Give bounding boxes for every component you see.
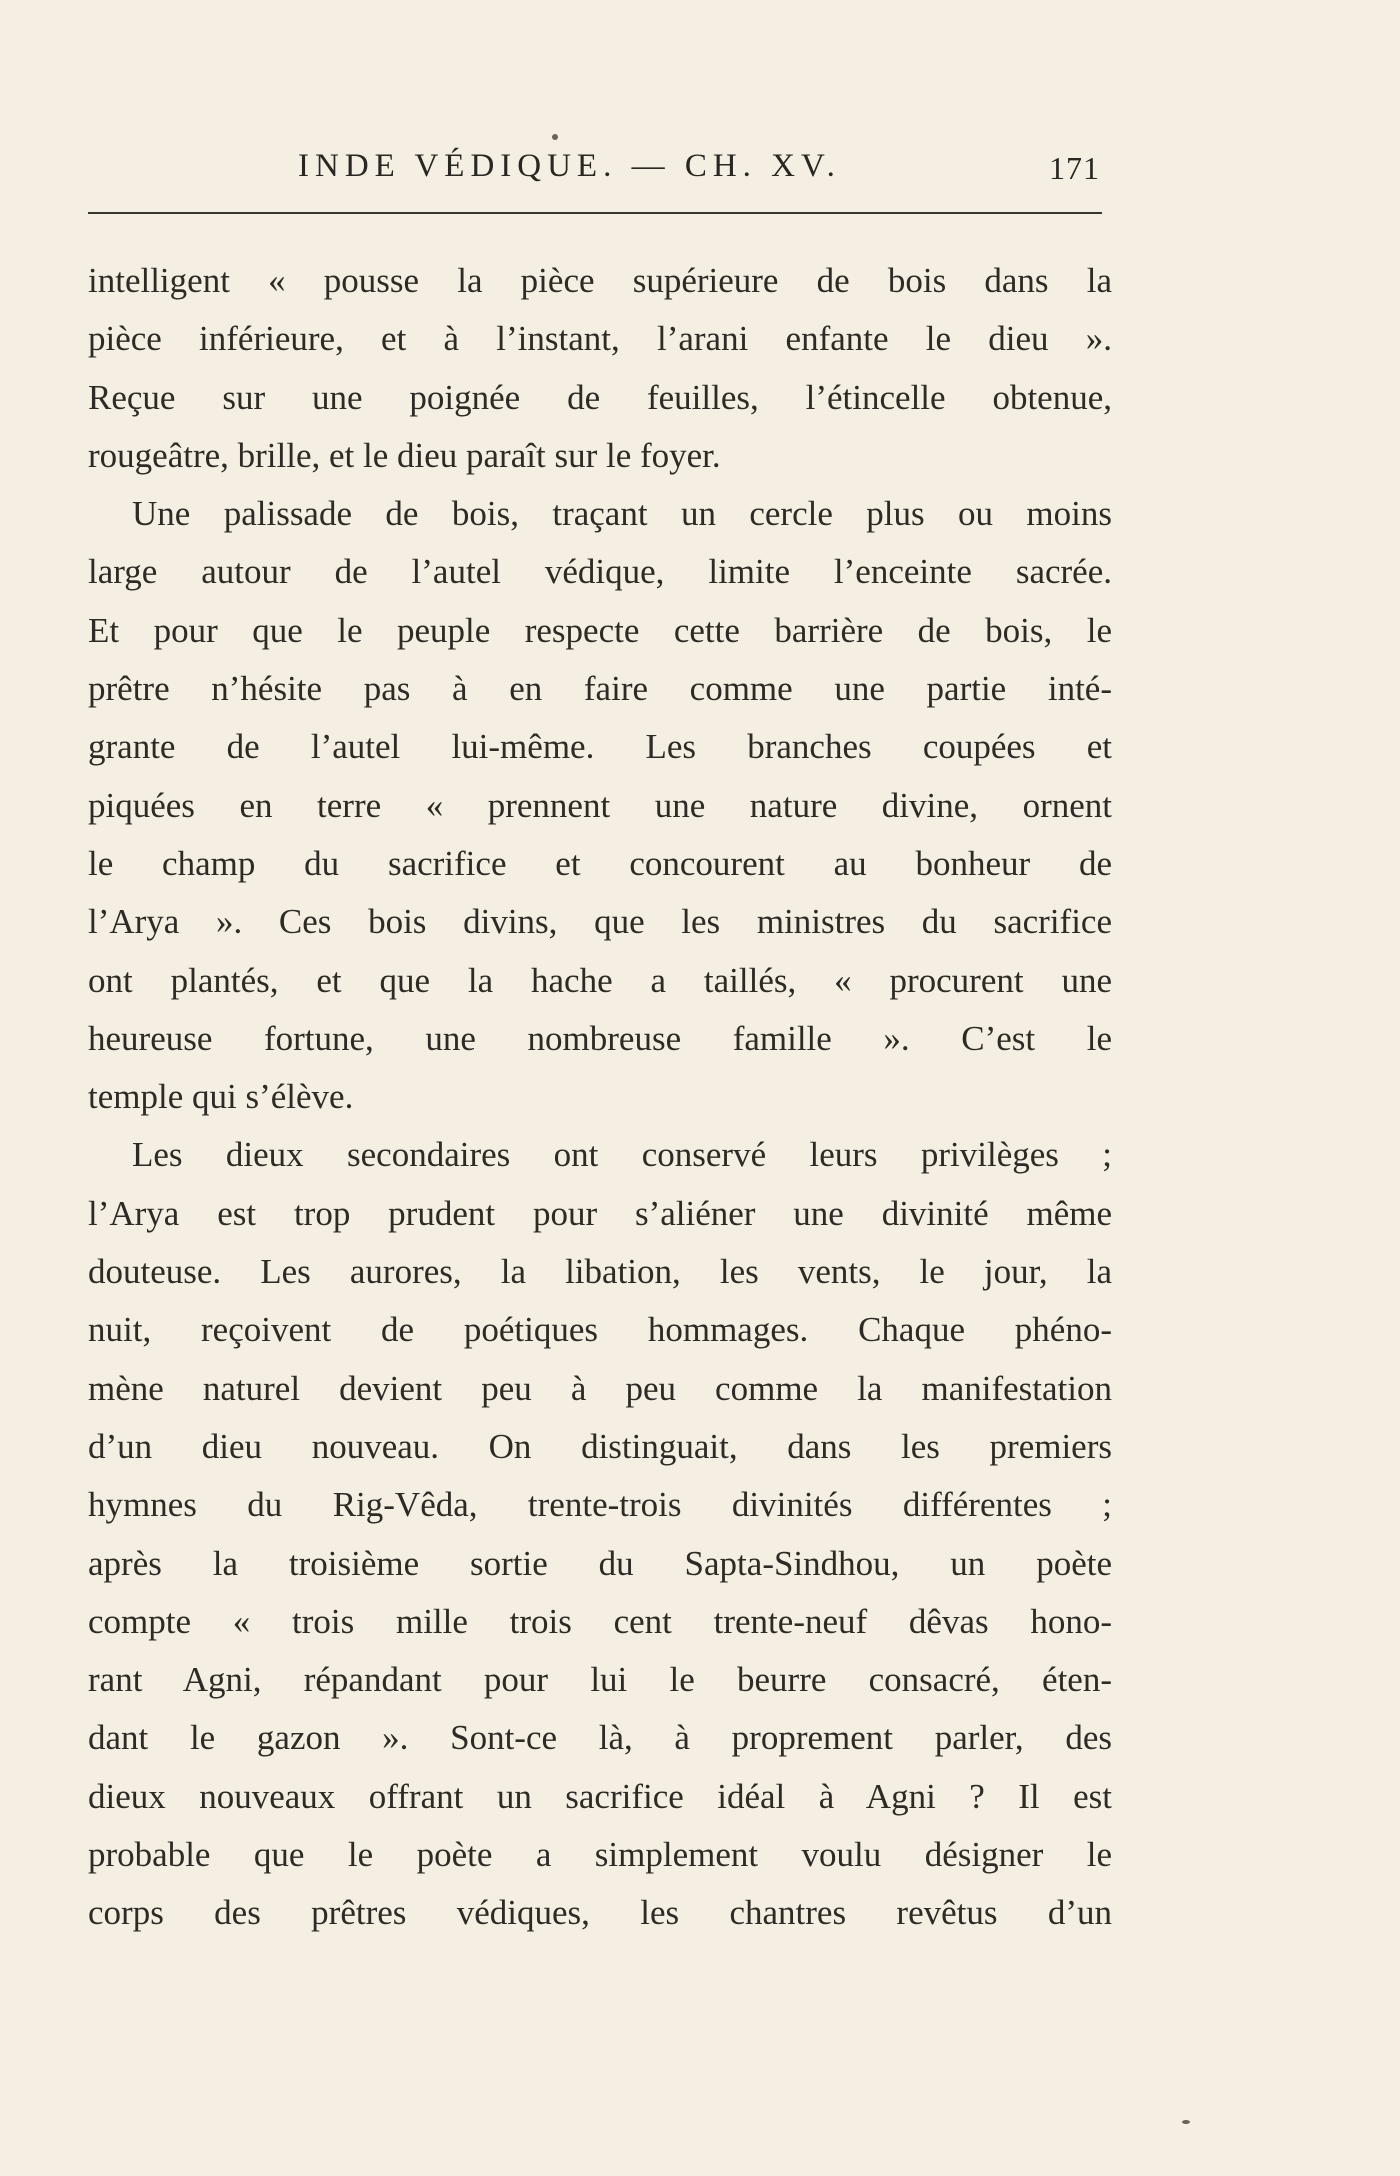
text-line: nuit, reçoivent de poétiques hommages. Chaque phéno- [88, 1310, 1112, 1350]
text-line: ont plantés, et que la hache a taillés, « procurent une [88, 960, 1112, 1000]
text-line: temple qui s’élève. [88, 1077, 354, 1117]
text-line: Reçue sur une poignée de feuilles, l’étincelle obtenue, [88, 377, 1112, 417]
running-title: INDE VÉDIQUE. — CH. XV. [298, 148, 841, 184]
text-line: hymnes du Rig-Vêda, trente-trois divinités différentes ; [88, 1485, 1112, 1525]
text-line: d’un dieu nouveau. On distinguait, dans les premiers [88, 1426, 1112, 1466]
text-line: après la troisième sortie du Sapta-Sindhou, un poète [88, 1543, 1112, 1583]
text-line: grante de l’autel lui-même. Les branches coupées et [88, 727, 1112, 767]
text-line: douteuse. Les aurores, la libation, les vents, le jour, la [88, 1252, 1112, 1292]
paragraph-first-line: Les dieux secondaires ont conservé leurs privilèges ; [132, 1135, 1112, 1175]
text-line: dieux nouveaux offrant un sacrifice idéal à Agni ? Il est [88, 1776, 1112, 1816]
text-line: piquées en terre « prennent une nature divine, ornent [88, 785, 1112, 825]
text-line: Et pour que le peuple respecte cette barrière de bois, le [88, 610, 1112, 650]
text-line: probable que le poète a simplement voulu désigner le [88, 1835, 1112, 1875]
text-line: corps des prêtres védiques, les chantres revêtus d’un [88, 1893, 1112, 1933]
text-line: dant le gazon ». Sont-ce là, à proprement parler, des [88, 1718, 1112, 1758]
page-number: 171 [1049, 150, 1100, 186]
header-rule [88, 212, 1102, 214]
text-line: prêtre n’hésite pas à en faire comme une partie inté- [88, 669, 1112, 709]
text-line: l’Arya ». Ces bois divins, que les ministres du sacrifice [88, 902, 1112, 942]
text-line: large autour de l’autel védique, limite l’enceinte sacrée. [88, 552, 1112, 592]
text-line: rant Agni, répandant pour lui le beurre consacré, éten- [88, 1660, 1112, 1700]
text-line: rougeâtre, brille, et le dieu paraît sur le foyer. [88, 435, 721, 475]
text-line: l’Arya est trop prudent pour s’aliéner une divinité même [88, 1193, 1112, 1233]
body-text [88, 252, 1112, 1943]
text-line: mène naturel devient peu à peu comme la manifestation [88, 1368, 1112, 1408]
text-line: le champ du sacrifice et concourent au bonheur de [88, 843, 1112, 883]
paper-speck [1182, 2120, 1190, 2124]
running-head [88, 148, 1100, 192]
paper-speck [552, 134, 558, 140]
paragraph-first-line: Une palissade de bois, traçant un cercle plus ou moins [132, 494, 1112, 534]
text-line: pièce inférieure, et à l’instant, l’arani enfante le dieu ». [88, 319, 1112, 359]
text-line: intelligent « pousse la pièce supérieure de bois dans la [88, 261, 1112, 300]
text-line: heureuse fortune, une nombreuse famille ». C’est le [88, 1018, 1112, 1058]
text-line: compte « trois mille trois cent trente-neuf dêvas hono- [88, 1601, 1112, 1641]
